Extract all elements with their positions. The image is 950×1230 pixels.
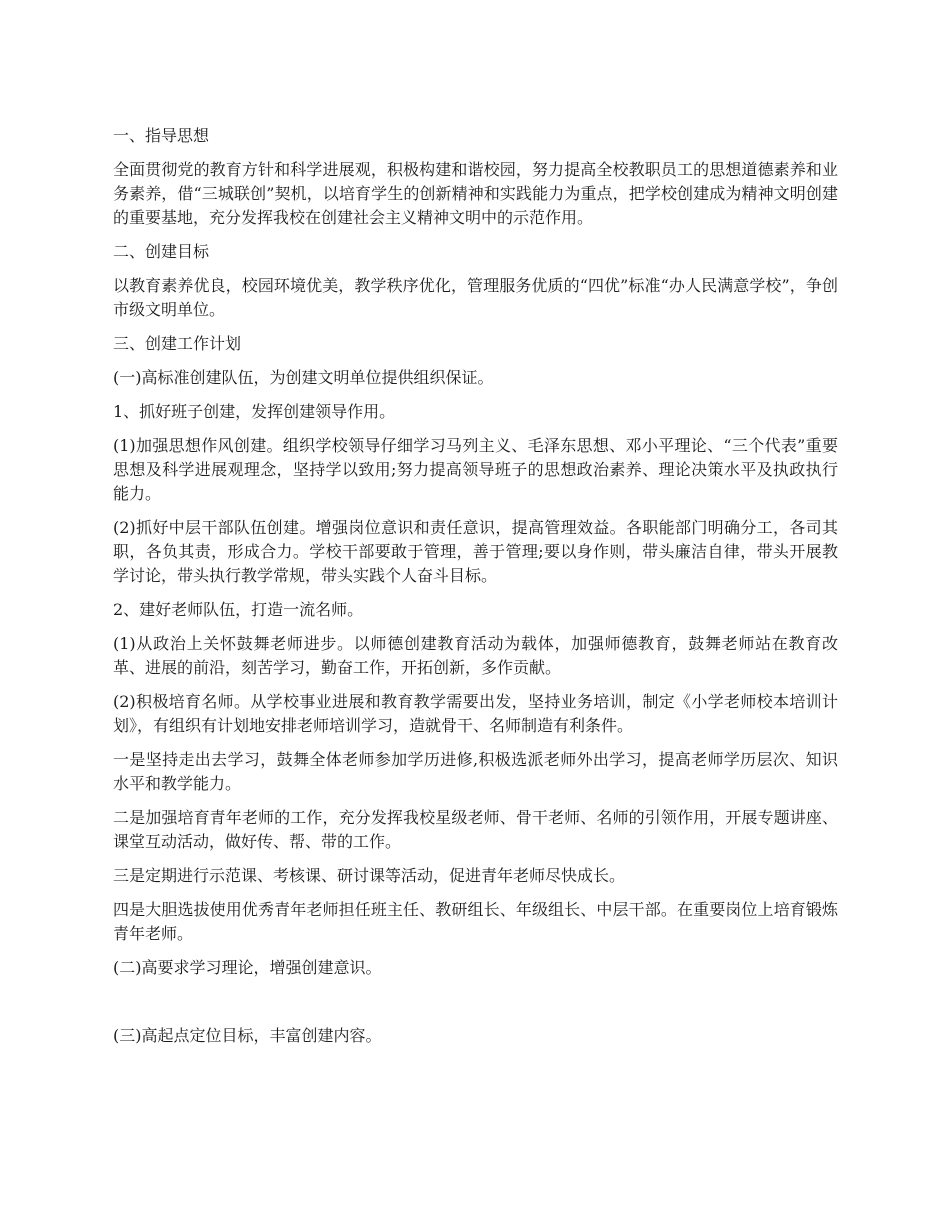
paragraph-point-four: 四是大胆选拔使用优秀青年老师担任班主任、教研组长、年级组长、中层干部。在重要岗位上培育锻炼青年老师。 (113, 900, 838, 943)
document-body (113, 124, 838, 1058)
paragraph-goals: 以教育素养优良，校园环境优美，教学秩序优化，管理服务优质的“四优”标准“办人民满意学校”，争创市级文明单位。 (113, 276, 838, 319)
subheading-team-building: (一)高标准创建队伍，为创建文明单位提供组织保证。 (113, 368, 494, 387)
subheading-teacher-team: 2、建好老师队伍，打造一流名师。 (113, 600, 364, 619)
paragraph-political-care: (1)从政治上关怀鼓舞老师进步。以师德创建教育活动为载体，加强师德教育，鼓舞老师站在教育改革、进展的前沿，刻苦学习，勤奋工作，开拓创新，多作贡献。 (113, 634, 838, 677)
subheading-set-goals: (三)高起点定位目标，丰富创建内容。 (113, 1026, 382, 1045)
paragraph-point-three: 三是定期进行示范课、考核课、研讨课等活动，促进青年老师尽快成长。 (113, 866, 626, 885)
paragraph-cultivate-teachers: (2)积极培育名师。从学校事业进展和教育教学需要出发，坚持业务培训，制定《小学老师校本培训计划》，有组织有计划地安排老师培训学习，造就骨干、名师制造有利条件。 (113, 692, 838, 735)
section-heading-goals: 二、创建目标 (113, 242, 210, 261)
paragraph-point-one: 一是坚持走出去学习，鼓舞全体老师参加学历进修,积极选派老师外出学习，提高老师学历层次、知识水平和教学能力。 (113, 750, 838, 793)
paragraph-middle-cadres: (2)抓好中层干部队伍创建。增强岗位意识和责任意识，提高管理效益。各职能部门明确分工，各司其职，各负其责，形成合力。学校干部要敢于管理，善于管理;要以身作则，带头廉洁自律，带头开展教学讨论，带头执行教学常规，带头实践个人奋斗目标。 (113, 518, 838, 585)
paragraph-ideology: (1)加强思想作风创建。组织学校领导仔细学习马列主义、毛泽东思想、邓小平理论、“三个代表”重要思想及科学进展观理念，坚持学以致用;努力提高领导班子的思想政治素养、理论决策水平及执政执行能力。 (113, 436, 838, 503)
subheading-leadership: 1、抓好班子创建，发挥创建领导作用。 (113, 402, 396, 421)
section-heading-guiding-thought: 一、指导思想 (113, 126, 210, 145)
paragraph-point-two: 二是加强培育青年老师的工作，充分发挥我校星级老师、骨干老师、名师的引领作用，开展专题讲座、课堂互动活动，做好传、帮、带的工作。 (113, 808, 838, 851)
paragraph-guiding-thought: 全面贯彻党的教育方针和科学进展观，积极构建和谐校园，努力提高全校教职员工的思想道德素养和业务素养，借“三城联创”契机，以培育学生的创新精神和实践能力为重点，把学校创建成为精神文明创建的重要基地，充分发挥我校在创建社会主义精神文明中的示范作用。 (113, 160, 838, 227)
subheading-study-theory: (二)高要求学习理论，增强创建意识。 (113, 958, 382, 977)
blank-gap (113, 990, 838, 1024)
section-heading-work-plan: 三、创建工作计划 (113, 334, 242, 353)
